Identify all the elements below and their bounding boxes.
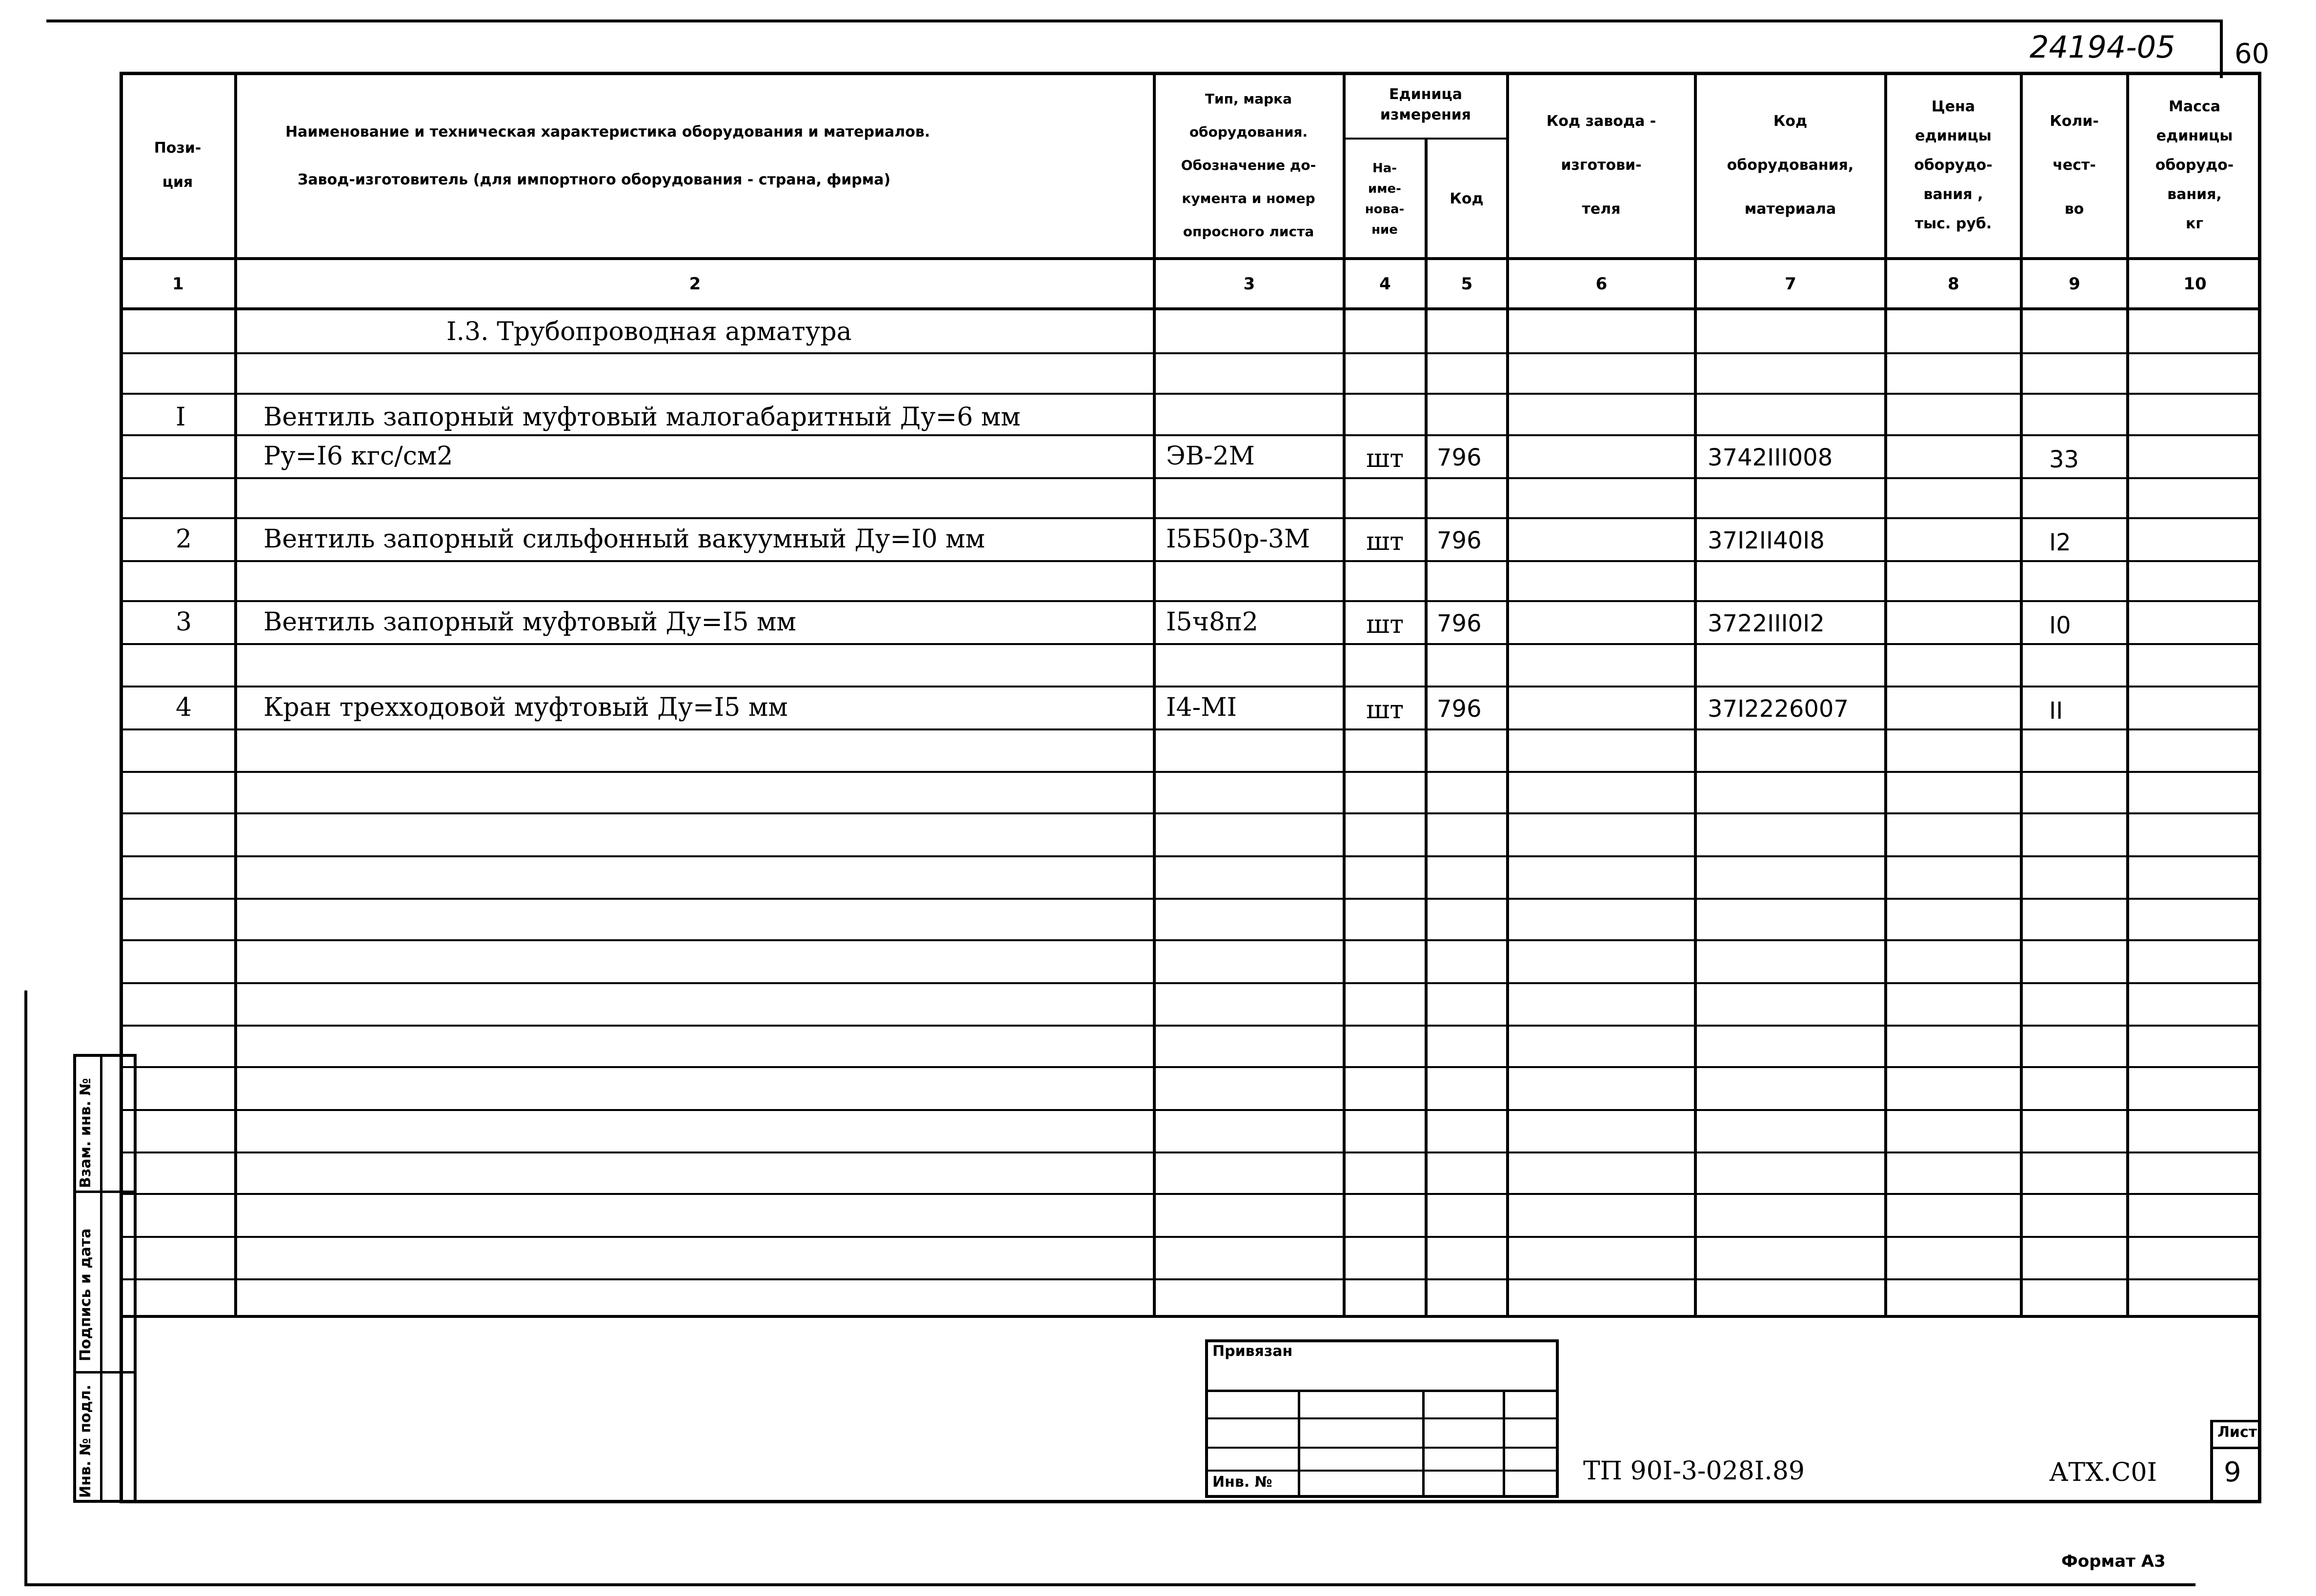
row-1-position: I <box>176 403 186 432</box>
table-rule-line <box>120 686 2261 687</box>
table-rule-line <box>120 643 2261 645</box>
row-2-type: I5Б50р-3М <box>1166 525 1310 554</box>
table-rule-line <box>120 517 2261 519</box>
row-1b-name: Ру=I6 кгс/см2 <box>263 442 453 471</box>
colnum-10: 10 <box>2183 274 2207 294</box>
table-rule-line <box>120 352 2261 354</box>
side-stamp-divider-2 <box>73 1371 137 1374</box>
side-stamp-divider-1 <box>73 1191 137 1193</box>
colnum-7: 7 <box>1785 274 1796 294</box>
row-4-code: 37I2226007 <box>1708 695 1849 723</box>
col-divider-1 <box>234 72 237 1315</box>
row-1b-unit-code: 796 <box>1437 444 1482 471</box>
header-manufacturer-code: Код завода - изготови- теля <box>1546 113 1656 218</box>
archive-number: 24194-05 <box>2030 29 2175 65</box>
inv-no-label: Инв. № <box>1212 1474 1272 1491</box>
row-1b-code: 3742III008 <box>1708 444 1833 471</box>
table-rule-line <box>120 812 2261 814</box>
col-divider-7 <box>1884 72 1887 1315</box>
sheet-number: 9 <box>2224 1456 2241 1488</box>
header-mass: Масса единицы оборудо- вания, кг <box>2155 98 2234 232</box>
privyazan-vline-1 <box>1298 1390 1300 1498</box>
privyazan-label: Привязан <box>1212 1343 1293 1360</box>
table-rule-line <box>120 855 2261 857</box>
header-name <box>239 73 1151 258</box>
header-name-line2: Завод-изготовитель (для импортного оборудования - страна, фирма) <box>298 171 891 188</box>
format-label: Формат А3 <box>2061 1552 2166 1571</box>
table-rule-line <box>120 1193 2261 1195</box>
row-1-name: Вентиль запорный муфтовый малогабаритный Ду=6 мм <box>263 403 1021 432</box>
table-rule-line <box>120 393 2261 395</box>
page-number-box-left <box>2220 20 2223 78</box>
header-quantity: Коли- чест- во <box>2050 113 2099 218</box>
sheet-box-divider <box>2210 1447 2261 1449</box>
row-1b-qty: 33 <box>2049 446 2079 473</box>
col-divider-2 <box>1153 72 1156 1315</box>
document-code: ТП 90I-3-028I.89 <box>1583 1456 1805 1486</box>
col-divider-5 <box>1506 72 1509 1315</box>
table-rule-line <box>120 600 2261 602</box>
left-outer-border <box>24 990 27 1586</box>
table-rule-line <box>120 898 2261 900</box>
privyazan-line-4 <box>1205 1470 1559 1472</box>
header-price: Цена единицы оборудо- вания , тыс. руб. <box>1914 98 1993 232</box>
colnum-1: 1 <box>172 274 184 294</box>
table-rule-line <box>120 1278 2261 1280</box>
colnum-6: 6 <box>1595 274 1608 294</box>
row-1b-type: ЭВ-2М <box>1166 442 1255 471</box>
row-3-unit-code: 796 <box>1437 610 1482 637</box>
table-rule-line <box>120 771 2261 773</box>
sheet-box-top <box>2210 1420 2261 1422</box>
row-3-code: 3722III0I2 <box>1708 610 1825 637</box>
page-number: 60 <box>2235 38 2270 70</box>
row-4-unit: шт <box>1366 695 1404 725</box>
row-4-position: 4 <box>176 693 192 722</box>
table-rule-line <box>120 1066 2261 1068</box>
col-divider-9 <box>2126 72 2129 1315</box>
row-4-type: I4-МI <box>1166 693 1237 722</box>
privyazan-vline-3 <box>1503 1390 1505 1498</box>
table-rule-line <box>120 1109 2261 1111</box>
table-rule-line <box>120 1025 2261 1027</box>
row-1b-unit: шт <box>1366 444 1404 473</box>
header-type: Тип, марка оборудования. Обозначение до- кумента и номер опросного листа <box>1181 91 1316 240</box>
bottom-outer-border <box>24 1583 2195 1586</box>
table-rule-line <box>120 982 2261 984</box>
header-unit-name: На- име- нова- ние <box>1365 161 1405 237</box>
colnum-3: 3 <box>1243 274 1255 294</box>
privyazan-line-1 <box>1205 1390 1559 1392</box>
col-divider-4 <box>1425 138 1428 1315</box>
table-rule-line <box>120 560 2261 562</box>
col-divider-8 <box>2020 72 2023 1315</box>
table-rule-line <box>120 728 2261 730</box>
top-border-line <box>46 20 2222 22</box>
col-divider-6 <box>1694 72 1697 1315</box>
side-sign-date: Подпись и дата <box>77 1228 94 1361</box>
row-2-name: Вентиль запорный сильфонный вакуумный Ду=I0 мм <box>263 525 985 554</box>
header-name-line1: Наименование и техническая характеристика оборудования и материалов. <box>285 123 930 141</box>
document-mark: АТХ.С0I <box>2049 1458 2157 1487</box>
col-divider-3 <box>1343 72 1346 1315</box>
row-3-qty: I0 <box>2049 612 2071 639</box>
table-rule-line <box>120 477 2261 479</box>
row-2-position: 2 <box>176 525 192 554</box>
row-3-type: I5ч8п2 <box>1166 607 1258 637</box>
colnum-9: 9 <box>2069 274 2080 294</box>
colnum-5: 5 <box>1461 274 1473 294</box>
table-rule-line <box>120 1236 2261 1238</box>
row-4-name: Кран трехходовой муфтовый Ду=I5 мм <box>263 693 788 722</box>
row-2-qty: I2 <box>2049 529 2071 556</box>
row-2-code: 37I2II40I8 <box>1708 527 1825 554</box>
row-2-unit: шт <box>1366 527 1404 556</box>
privyazan-line-2 <box>1205 1417 1559 1419</box>
row-3-position: 3 <box>176 607 192 637</box>
colnum-8: 8 <box>1948 274 1959 294</box>
row-4-qty: II <box>2049 697 2063 725</box>
header-unit-code: Код <box>1450 190 1484 207</box>
sheet-label: Лист <box>2217 1424 2257 1441</box>
row-4-unit-code: 796 <box>1437 695 1482 723</box>
table-rule-line <box>120 939 2261 941</box>
colnum-2: 2 <box>689 274 701 294</box>
side-inv-podl: Инв. № подл. <box>77 1384 94 1498</box>
table-body-bottom <box>120 1315 2261 1318</box>
side-vzam-inv: Взам. инв. № <box>77 1078 94 1188</box>
row-3-name: Вентиль запорный муфтовый Ду=I5 мм <box>263 607 796 637</box>
privyazan-line-3 <box>1205 1447 1559 1449</box>
colnum-4: 4 <box>1379 274 1391 294</box>
row-2-unit-code: 796 <box>1437 527 1482 554</box>
section-title: I.3. Трубопроводная арматура <box>446 317 852 346</box>
header-equipment-code: Код оборудования, материала <box>1727 113 1854 218</box>
side-stamp-divider-vertical <box>100 1054 102 1503</box>
row-3-unit: шт <box>1366 610 1404 639</box>
header-unit-group: Единица измерения <box>1380 86 1471 123</box>
privyazan-vline-2 <box>1422 1390 1425 1498</box>
table-rule-line <box>120 1152 2261 1153</box>
header-position: Пози- ция <box>154 140 201 191</box>
